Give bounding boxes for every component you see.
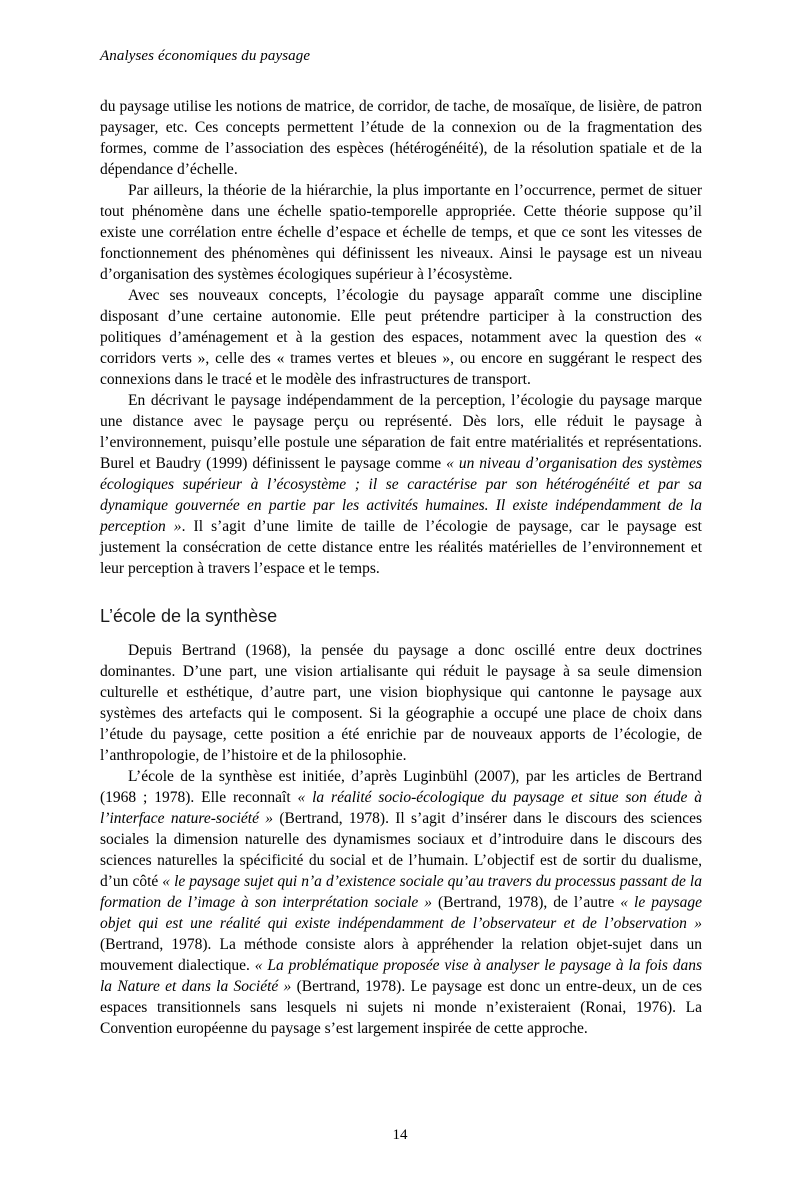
paragraphs-after-heading [100,640,702,1039]
body-text [100,96,702,1039]
paragraph [100,640,702,766]
quote-italic-text: « le paysage objet qui est une réalité qui existe indépendamment de l’observateur et de l’observation » [100,894,702,932]
quote-italic-text: « un niveau d’organisation des systèmes écologiques supérieur à l’écosystème ; il se caractérise par son hétérogénéité et par sa dynamique gouvernée en partie par les activités humaines. Il existe indépendamment de la perception » [100,455,702,535]
paragraph [100,285,702,390]
running-header: Analyses économiques du paysage [100,48,311,64]
paragraph [100,180,702,285]
body-run: Depuis Bertrand (1968), la pensée du paysage a donc oscillé entre deux doctrines dominantes. D’une part, une vision artialisante qui réduit le paysage à sa seule dimension culturelle et esthétique, d’autre part, une vision biophysique qui cantonne le paysage aux systèmes des artefacts qui le composent. Si la géographie a occupé une place de choix dans l’étude du paysage, cette position a été enrichie par de nouveaux apports de l’écologie, de l’anthropologie, de l’histoire et de la philosophie. [100,642,702,764]
body-run: En décrivant le paysage indépendamment de la perception, l’écologie du paysage marque une distance avec le paysage perçu ou représenté. Dès lors, elle réduit le paysage à l’environnement, puisqu’elle postule une séparation de fait entre matérialités et représentations. Burel et Baudry (1999) définissent le paysage comme [100,392,702,472]
page-number: 14 [392,1127,408,1143]
body-run: (Bertrand, 1978). Il s’agit d’insérer dans le discours des sciences sociales la dimension naturelle des dynamismes sociaux et d’introduire dans le discours des sciences naturelles la spécificité du social et de l’humain. L’objectif est de sortir du dualisme, d’un côté [100,810,702,890]
body-run: (Bertrand, 1978), de l’autre [432,894,621,911]
paragraph [100,390,702,579]
paragraph [100,766,702,1039]
body-run: . Il s’agit d’une limite de taille de l’écologie de paysage, car le paysage est justement la consécration de cette distance entre les réalités matérielles de l’environnement et leur perception à travers l’espace et le temps. [100,518,702,577]
section-heading: L’école de la synthèse [100,606,278,626]
body-run: (Bertrand, 1978). La méthode consiste alors à appréhender la relation objet-sujet dans un mouvement dialectique. [100,936,702,974]
quote-italic-text: « le paysage sujet qui n’a d’existence sociale qu’au travers du processus passant de la formation de l’image à son interprétation sociale » [100,873,702,911]
body-run: Avec ses nouveaux concepts, l’écologie du paysage apparaît comme une discipline disposant d’une certaine autonomie. Elle peut prétendre participer à la construction des politiques d’aménagement et à la gestion des espaces, notamment avec la question des « corridors verts », celle des « trames vertes et bleues », ou encore en suggérant le respect des connexions dans le tracé et le modèle des infrastructures de transport. [100,287,702,388]
paragraph [100,96,702,180]
quote-italic-text: « la réalité socio-écologique du paysage et situe son étude à l’interface nature-société » [100,789,702,827]
body-run: du paysage utilise les notions de matrice, de corridor, de tache, de mosaïque, de lisière, de patron paysager, etc. Ces concepts permettent l’étude de la connexion ou de la fragmentation des formes, comme de l’association des espèces (hétérogénéité), de la résolution spatiale et de la dépendance d’échelle. [100,98,702,178]
body-run: L’école de la synthèse est initiée, d’après Luginbühl (2007), par les articles de Bertrand (1968 ; 1978). Elle reconnaît [100,768,702,806]
quote-italic-text: « La problématique proposée vise à analyser le paysage à la fois dans la Nature et dans la Société » [100,957,702,995]
body-run: (Bertrand, 1978). Le paysage est donc un entre-deux, un de ces espaces transitionnels sans lesquels ni sujets ni monde n’existeraient (Ronai, 1976). La Convention européenne du paysage s’est largement inspirée de cette approche. [100,978,702,1037]
paragraphs-before-heading [100,96,702,579]
body-run: Par ailleurs, la théorie de la hiérarchie, la plus importante en l’occurrence, permet de situer tout phénomène dans une échelle spatio-temporelle appropriée. Cette théorie suppose qu’il existe une corrélation entre échelle d’espace et échelle de temps, et que ce sont les vitesses de fonctionnement des phénomènes qui définissent les niveaux. Ainsi le paysage est un niveau d’organisation des systèmes écologiques supérieur à l’écosystème. [100,182,702,283]
